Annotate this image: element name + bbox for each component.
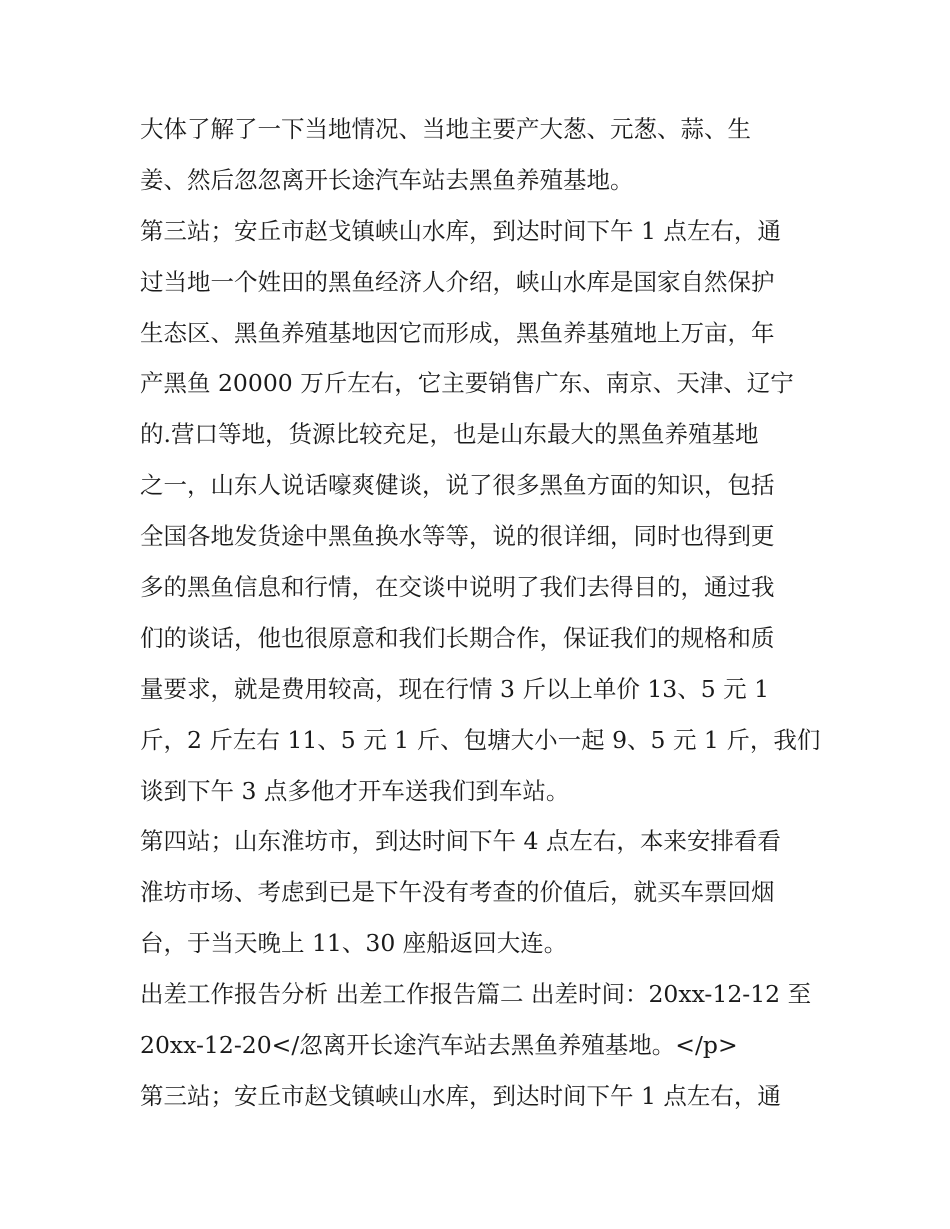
text-line: 20xx-12-20</忽离开长途汽车站去黑鱼养殖基地。</p> (140, 1031, 738, 1060)
text-line: 多的黑鱼信息和行情，在交谈中说明了我们去得目的，通过我 (140, 573, 775, 602)
text-line: 之一，山东人说话嚎爽健谈，说了很多黑鱼方面的知识，包括 (140, 471, 775, 500)
text-line: 台，于当天晚上 11、30 座船返回大连。 (140, 929, 568, 958)
text-line: 大体了解了一下当地情况、当地主要产大葱、元葱、蒜、生 (140, 115, 751, 143)
text-line: 量要求，就是费用较高，现在行情 3 斤以上单价 13、5 元 1 (140, 674, 770, 703)
text-line: 过当地一个姓田的黑鱼经济人介绍，峡山水库是国家自然保护 (140, 267, 775, 296)
text-line: 第四站；山东淮坊市，到达时间下午 4 点左右，本来安排看看 (140, 827, 781, 856)
text-line: 淮坊市场、考虑到已是下午没有考查的价值后，就买车票回烟 (140, 878, 775, 907)
text-line: 全国各地发货途中黑鱼换水等等，说的很详细，同时也得到更 (140, 522, 775, 551)
text-line: 的.营口等地，货源比较充足，也是山东最大的黑鱼养殖基地 (140, 420, 759, 449)
text-line: 产黑鱼 20000 万斤左右，它主要销售广东、南京、天津、辽宁 (140, 369, 794, 398)
text-line: 生态区、黑鱼养殖基地因它而形成，黑鱼养基殖地上万亩，年 (140, 318, 775, 347)
text-line: 姜、然后忽忽离开长途汽车站去黑鱼养殖基地。 (140, 165, 634, 194)
text-line: 出差工作报告分析 出差工作报告篇二 出差时间：20xx-12-12 至 (140, 980, 812, 1009)
text-line: 谈到下午 3 点多他才开车送我们到车站。 (140, 776, 570, 805)
text-line: 第三站；安丘市赵戈镇峡山水库，到达时间下午 1 点左右，通 (140, 216, 781, 245)
text-line: 第三站；安丘市赵戈镇峡山水库，到达时间下午 1 点左右，通 (140, 1081, 781, 1110)
text-line: 们的谈话，他也很原意和我们长期合作，保证我们的规格和质 (140, 623, 775, 652)
text-line: 斤，2 斤左右 11、5 元 1 斤、包塘大小一起 9、5 元 1 斤，我们 (140, 725, 820, 754)
body-text (140, 104, 820, 1122)
